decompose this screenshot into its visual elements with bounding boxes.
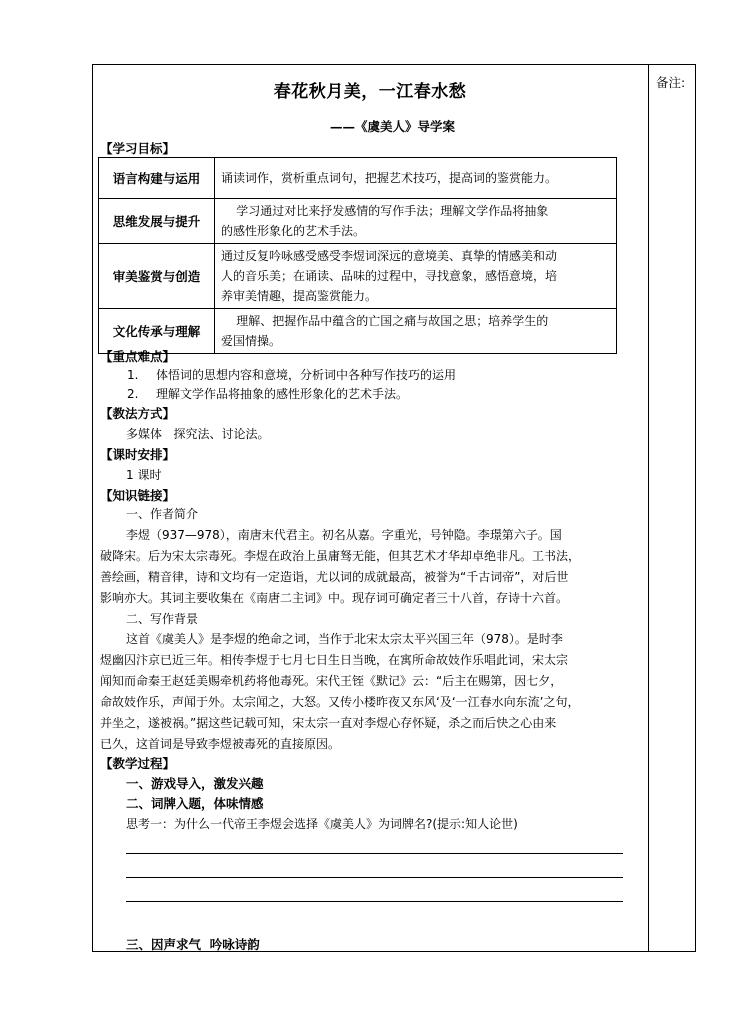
method-text: 多媒体 探究法、讨论法。 xyxy=(126,427,270,441)
knowledge-heading: 【知识链接】 xyxy=(100,488,176,503)
background-line: 煜幽囚汴京已近三年。相传李煜于七月七日生日当晚，在寓所命故妓作乐唱此词，宋太宗 xyxy=(100,653,569,667)
difficulty-item-number: 1. xyxy=(127,368,139,382)
background-heading: 二、写作背景 xyxy=(126,612,199,626)
goals-row-line: 理解、把握作品中蕴含的亡国之痛与故国之思；培养学生的 xyxy=(221,314,549,328)
method-heading: 【教法方式】 xyxy=(100,406,176,421)
page-subtitle: ——《虞美人》导学案 xyxy=(330,119,456,134)
goals-row-line: 人的音乐美；在诵读、品味的过程中，寻找意象，感悟意境，培 xyxy=(221,269,558,283)
notes-label: 备注: xyxy=(656,75,686,90)
difficulty-item-number: 2. xyxy=(127,387,139,401)
process-step-1: 一、游戏导入，激发兴趣 xyxy=(126,776,264,791)
goals-row xyxy=(99,199,617,244)
process-step-2: 二、词牌入题，体味情感 xyxy=(126,796,264,811)
goals-row-label: 思维发展与提升 xyxy=(99,199,215,244)
goals-row-label: 语言构建与运用 xyxy=(99,158,215,199)
goals-row-content xyxy=(215,199,617,244)
goals-row-content xyxy=(215,309,617,354)
goals-row-line: 养审美情趣，提高鉴赏能力。 xyxy=(221,289,378,303)
background-paragraph xyxy=(100,629,579,755)
background-line: 闻知而命秦王赵廷美赐牵机药将他毒死。宋代王铚《默记》云：“后主在赐第，因七夕， xyxy=(100,674,563,688)
notes-column-divider xyxy=(648,64,649,952)
goals-row-line: 爱国情操。 xyxy=(221,334,282,348)
goals-heading: 【学习目标】 xyxy=(100,141,176,156)
answer-line xyxy=(126,877,623,878)
background-line: 这首《虞美人》是李煜的绝命之词，当作于北宋太宗太平兴国三年（978）。是时李 xyxy=(126,632,563,646)
author-heading: 一、作者简介 xyxy=(126,507,199,521)
question-1: 思考一：为什么一代帝王李煜会选择《虞美人》为词牌名?(提示:知人论世) xyxy=(126,817,518,831)
process-step-3: 三、因声求气 吟咏诗韵 xyxy=(126,937,260,952)
author-line: 善绘画，精音律，诗和文均有一定造诣，尤以词的成就最高，被誉为“千古词帝”，对后世 xyxy=(100,570,569,584)
goals-row-line: 学习通过对比来抒发感情的写作手法；理解文学作品将抽象 xyxy=(221,204,549,218)
goals-row-line: 的感性形象化的艺术手法。 xyxy=(221,224,366,238)
difficulty-heading: 【重点难点】 xyxy=(100,349,176,364)
background-line: 并坐之，遂被祸。”据这些记载可知，宋太宗一直对李煜心存怀疑，杀之而后快之心由来 xyxy=(100,716,557,730)
goals-row xyxy=(99,244,617,309)
goals-row xyxy=(99,309,617,354)
difficulty-item-text: 体悟词的思想内容和意境，分析词中各种写作技巧的运用 xyxy=(156,368,457,382)
author-paragraph xyxy=(100,525,580,609)
page-title: 春花秋月美，一江春水愁 xyxy=(273,82,467,102)
author-line: 李煜（937—978），南唐末代君主。初名从嘉。字重光，号钟隐。李璟第六子。国 xyxy=(126,528,562,542)
answer-line xyxy=(126,901,623,902)
schedule-heading: 【课时安排】 xyxy=(100,447,176,462)
background-line: 命故妓作乐，声闻于外。太宗闻之，大怒。又传小楼昨夜又东风‘及‘一江春水向东流’之句， xyxy=(100,695,580,709)
author-line: 影响亦大。其词主要收集在《南唐二主词》中。现存词可确定者三十八首，存诗十六首。 xyxy=(100,591,569,605)
process-heading: 【教学过程】 xyxy=(100,756,176,771)
background-line: 已久，这首词是导致李煜被毒死的直接原因。 xyxy=(100,737,341,751)
schedule-text: 1 课时 xyxy=(126,468,162,482)
goals-row-label: 审美鉴赏与创造 xyxy=(99,244,215,309)
answer-line xyxy=(126,853,623,854)
author-line: 破降宋。后为宋太宗毒死。李煜在政治上虽庸驽无能，但其艺术才华却卓绝非凡。工书法， xyxy=(100,549,581,563)
goals-row-line: 通过反复吟咏感受感受李煜词深远的意境美、真挚的情感美和动 xyxy=(221,249,558,263)
goals-table xyxy=(98,157,617,354)
goals-row-content xyxy=(215,158,617,199)
goals-row-label: 文化传承与理解 xyxy=(99,309,215,354)
goals-row xyxy=(99,158,617,199)
difficulty-item-text: 理解文学作品将抽象的感性形象化的艺术手法。 xyxy=(156,387,409,401)
goals-row-line: 诵读词作，赏析重点词句，把握艺术技巧，提高词的鉴赏能力。 xyxy=(221,171,558,185)
goals-row-content xyxy=(215,244,617,309)
